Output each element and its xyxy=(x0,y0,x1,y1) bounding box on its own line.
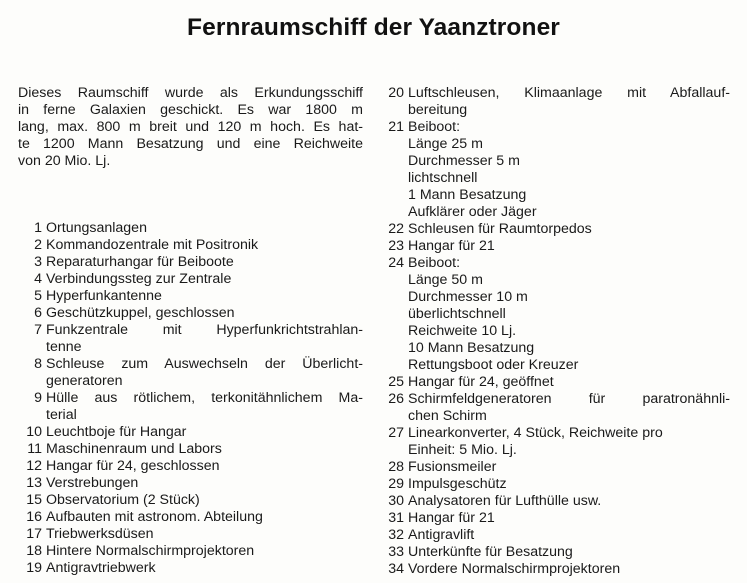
legend-item-line: Durchmesser 5 m xyxy=(408,153,520,169)
intro-paragraph xyxy=(18,85,363,170)
legend-item-line: Aufbauten mit astronom. Abteilung xyxy=(46,509,263,525)
legend-item-number: 25 xyxy=(388,374,404,390)
legend-item-text xyxy=(46,543,363,560)
intro-text xyxy=(18,85,363,170)
legend-item-number: 9 xyxy=(34,390,42,406)
legend-item xyxy=(380,221,730,238)
page-title: Fernraumschiff der Yaanztroner xyxy=(187,14,560,41)
legend-item-line: Länge 50 m xyxy=(408,272,483,288)
legend-item-line: Verbindungssteg zur Zentrale xyxy=(46,271,232,287)
legend-item-text xyxy=(408,255,730,374)
legend-item-number: 16 xyxy=(26,509,42,525)
legend-item-text xyxy=(408,425,730,459)
legend-item-number: 22 xyxy=(388,221,404,237)
legend-item-line: Maschinenraum und Labors xyxy=(46,441,222,457)
intro-line: Dieses Raumschiff wurde als Erkundungsschiff xyxy=(18,85,363,101)
legend-item-number: 27 xyxy=(388,425,404,441)
legend-item-number: 32 xyxy=(388,527,404,543)
legend-item xyxy=(18,543,363,560)
intro-line: von 20 Mio. Lj. xyxy=(18,153,111,169)
intro-line: te 1200 Mann Besatzung und eine Reichweite xyxy=(18,136,363,152)
legend-item-text xyxy=(46,492,363,509)
legend-item xyxy=(380,119,730,221)
legend-item xyxy=(380,527,730,544)
legend-item-number: 31 xyxy=(388,510,404,526)
legend-item-line: Hangar für 21 xyxy=(408,238,495,254)
legend-item-line: Durchmesser 10 m xyxy=(408,289,528,305)
legend-item-number: 17 xyxy=(26,526,42,542)
legend-item xyxy=(18,492,363,509)
legend-item-number: 12 xyxy=(26,458,42,474)
legend-item xyxy=(380,544,730,561)
legend-item-number: 29 xyxy=(388,476,404,492)
legend-item-number: 3 xyxy=(34,254,42,270)
legend-item-number: 1 xyxy=(34,220,42,236)
legend-item xyxy=(18,237,363,254)
intro-line: in ferne Galaxien geschickt. Es war 1800 m xyxy=(18,102,363,118)
legend-item-text xyxy=(46,288,363,305)
legend-item-number: 2 xyxy=(34,237,42,253)
legend-item-number: 8 xyxy=(34,356,42,372)
legend-item-text xyxy=(408,510,730,527)
legend-item-line: Geschützkuppel, geschlossen xyxy=(46,305,235,321)
legend-item-line: Schirmfeldgeneratoren für paratronähnli- xyxy=(408,391,730,407)
legend-item-line: Kommandozentrale mit Positronik xyxy=(46,237,259,253)
legend-item-line: Leuchtboje für Hangar xyxy=(46,424,187,440)
legend-item-number: 26 xyxy=(388,391,404,407)
legend-item-text xyxy=(46,356,363,390)
legend-item xyxy=(380,561,730,578)
legend-item-number: 4 xyxy=(34,271,42,287)
legend-item xyxy=(18,305,363,322)
legend-item-line: 1 Mann Besatzung xyxy=(408,187,527,203)
legend-item-text xyxy=(408,391,730,425)
legend-item-number: 13 xyxy=(26,475,42,491)
legend-item-number: 24 xyxy=(388,255,404,271)
legend-item-line: Luftschleusen, Klimaanlage mit Abfallauf- xyxy=(408,85,730,101)
legend-item-line: Hangar für 24, geschlossen xyxy=(46,458,220,474)
intro-line: lang, max. 800 m breit und 120 m hoch. Es hat- xyxy=(18,119,363,135)
legend-item-text xyxy=(408,561,730,578)
legend-item-text xyxy=(408,493,730,510)
legend-item xyxy=(380,510,730,527)
legend-item-number: 15 xyxy=(26,492,42,508)
legend-item-text xyxy=(408,459,730,476)
legend-item-number: 30 xyxy=(388,493,404,509)
legend-item-line: Hintere Normalschirmprojektoren xyxy=(46,543,255,559)
legend-item-line: überlichtschnell xyxy=(408,306,506,322)
legend-item-line: Observatorium (2 Stück) xyxy=(46,492,200,508)
legend-item-line: Analysatoren für Lufthülle usw. xyxy=(408,493,602,509)
legend-item xyxy=(18,458,363,475)
legend-item-line: bereitung xyxy=(408,102,468,118)
legend-item-number: 11 xyxy=(27,441,42,457)
legend-item xyxy=(18,390,363,424)
legend-list-left xyxy=(18,220,363,577)
legend-item xyxy=(18,356,363,390)
legend-item-line: Verstrebungen xyxy=(46,475,139,491)
legend-item-line: lichtschnell xyxy=(408,170,478,186)
legend-item-line: Linearkonverter, 4 Stück, Reichweite pro xyxy=(408,425,663,441)
legend-item-text xyxy=(46,237,363,254)
legend-item-text xyxy=(46,390,363,424)
legend-item-line: Beiboot: xyxy=(408,119,461,135)
legend-item-line: terial xyxy=(46,407,77,423)
legend-item-number: 10 xyxy=(26,424,42,440)
legend-item-line: Aufklärer oder Jäger xyxy=(408,204,537,220)
legend-item-text xyxy=(46,441,363,458)
legend-item xyxy=(380,374,730,391)
legend-item-number: 6 xyxy=(34,305,42,321)
legend-item-text xyxy=(408,85,730,119)
legend-item-text xyxy=(46,475,363,492)
legend-item-number: 28 xyxy=(388,459,404,475)
legend-item-text xyxy=(408,238,730,255)
legend-item-number: 23 xyxy=(388,238,404,254)
legend-item-number: 20 xyxy=(388,85,404,101)
legend-item-line: Triebwerksdüsen xyxy=(46,526,154,542)
legend-item xyxy=(18,475,363,492)
legend-item-text xyxy=(46,458,363,475)
legend-item-text xyxy=(408,527,730,544)
legend-item-text xyxy=(46,560,363,577)
legend-item xyxy=(18,526,363,543)
legend-item-line: Hyperfunkantenne xyxy=(46,288,162,304)
legend-item-number: 18 xyxy=(26,543,42,559)
legend-item-line: 10 Mann Besatzung xyxy=(408,340,535,356)
legend-item xyxy=(380,238,730,255)
legend-item-number: 21 xyxy=(388,119,404,135)
legend-item-line: Impulsgeschütz xyxy=(408,476,507,492)
legend-item xyxy=(18,424,363,441)
legend-item xyxy=(18,220,363,237)
legend-list-right xyxy=(380,85,730,578)
legend-item-line: Schleusen für Raumtorpedos xyxy=(408,221,592,237)
legend-item-line: Hangar für 21 xyxy=(408,510,495,526)
legend-item-text xyxy=(408,544,730,561)
legend-item xyxy=(380,459,730,476)
legend-item-line: Antigravlift xyxy=(408,527,475,543)
legend-item-text xyxy=(408,476,730,493)
legend-item-text xyxy=(408,374,730,391)
legend-item-line: Hülle aus rötlichem, terkonitähnlichem Ma- xyxy=(46,390,363,406)
legend-item xyxy=(380,255,730,374)
legend-item-text xyxy=(46,305,363,322)
legend-item-line: Länge 25 m xyxy=(408,136,483,152)
legend-item xyxy=(18,560,363,577)
legend-item-line: Reparaturhangar für Beiboote xyxy=(46,254,234,270)
legend-item-text xyxy=(46,424,363,441)
legend-item-line: Funkzentrale mit Hyperfunkrichtstrahlan- xyxy=(46,322,363,338)
legend-item xyxy=(380,85,730,119)
legend-item-text xyxy=(408,221,730,238)
legend-item-number: 5 xyxy=(34,288,42,304)
legend-item-line: Hangar für 24, geöffnet xyxy=(408,374,554,390)
legend-item-line: generatoren xyxy=(46,373,123,389)
legend-item xyxy=(18,441,363,458)
legend-item xyxy=(18,288,363,305)
legend-item-text xyxy=(46,509,363,526)
legend-item-line: Unterkünfte für Besatzung xyxy=(408,544,573,560)
legend-item-line: Beiboot: xyxy=(408,255,461,271)
legend-item-text xyxy=(408,119,730,221)
legend-item-line: Reichweite 10 Lj. xyxy=(408,323,517,339)
legend-item xyxy=(380,391,730,425)
legend-item xyxy=(18,509,363,526)
legend-item-text xyxy=(46,220,363,237)
legend-item-text xyxy=(46,322,363,356)
legend-item-number: 7 xyxy=(34,322,42,338)
legend-item xyxy=(18,254,363,271)
legend-item-number: 33 xyxy=(388,544,404,560)
legend-item-text xyxy=(46,526,363,543)
legend-item-line: Vordere Normalschirmprojektoren xyxy=(408,561,621,577)
legend-item xyxy=(380,425,730,459)
legend-item-line: chen Schirm xyxy=(408,408,487,424)
legend-item-text xyxy=(46,271,363,288)
legend-item-line: Schleuse zum Auswechseln der Überlicht- xyxy=(46,356,363,372)
legend-item-line: Rettungsboot oder Kreuzer xyxy=(408,357,579,373)
legend-item-line: Fusionsmeiler xyxy=(408,459,497,475)
legend-item-line: tenne xyxy=(46,339,82,355)
legend-item xyxy=(18,271,363,288)
legend-item xyxy=(380,476,730,493)
legend-item-line: Antigravtriebwerk xyxy=(46,560,156,576)
legend-item-number: 34 xyxy=(388,561,404,577)
legend-item xyxy=(380,493,730,510)
legend-item-line: Ortungsanlagen xyxy=(46,220,147,236)
legend-item-text xyxy=(46,254,363,271)
legend-item xyxy=(18,322,363,356)
legend-item-number: 19 xyxy=(26,560,42,576)
legend-item-line: Einheit: 5 Mio. Lj. xyxy=(408,442,517,458)
